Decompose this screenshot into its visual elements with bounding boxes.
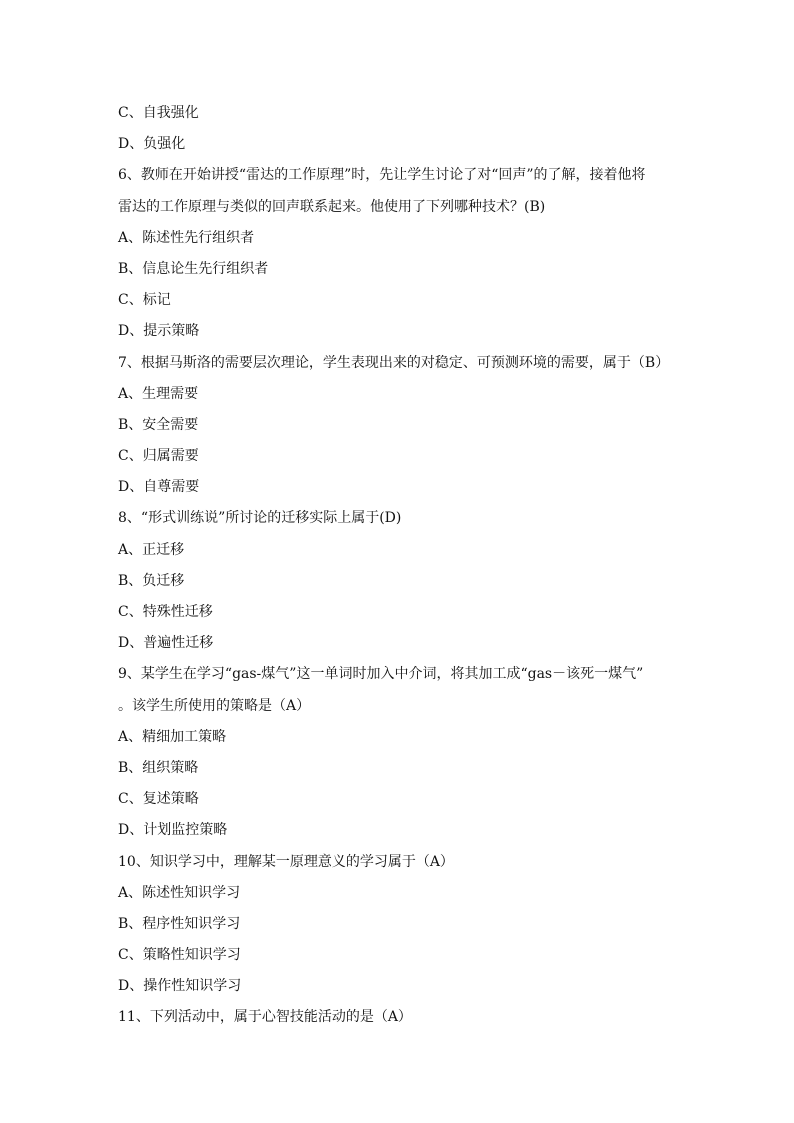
- option-d: D、自尊需要: [118, 479, 200, 496]
- question-11-stem: 11、下列活动中，属于心智技能活动的是（A）: [118, 1009, 412, 1026]
- option-a: A、精细加工策略: [118, 728, 227, 745]
- option-b: B、程序性知识学习: [118, 915, 241, 932]
- option-b: B、信息论生先行组织者: [118, 260, 269, 277]
- question-10-stem: 10、知识学习中，理解某一原理意义的学习属于（A）: [118, 853, 454, 870]
- option-c: C、标记: [118, 292, 171, 309]
- option-c: C、策略性知识学习: [118, 947, 241, 964]
- question-7-stem: 7、根据马斯洛的需要层次理论，学生表现出来的对稳定、可预测环境的需要，属于（B）: [118, 354, 670, 371]
- option-c: C、特殊性迁移: [118, 604, 213, 620]
- option-c: C、自我强化: [118, 105, 199, 121]
- option-d: D、负强化: [118, 136, 186, 153]
- question-8-stem: 8、“形式训练说”所讨论的迁移实际上属于(D): [118, 510, 402, 527]
- option-d: D、提示策略: [118, 323, 200, 340]
- question-9-stem-continued: 。该学生所使用的策略是（A）: [118, 697, 311, 714]
- question-9-stem: 9、某学生在学习“gas-煤气”这一单词时加入中介词，将其加工成“gas－该死一煤气”: [118, 666, 644, 683]
- option-a: A、生理需要: [118, 385, 199, 402]
- option-b: B、负迁移: [118, 572, 185, 589]
- option-b: B、组织策略: [118, 759, 199, 776]
- option-d: D、操作性知识学习: [118, 978, 242, 995]
- question-6-stem: 6、教师在开始讲授“雷达的工作原理”时，先让学生讨论了对“回声”的了解，接着他将: [118, 167, 646, 184]
- option-a: A、陈述性先行组织者: [118, 229, 255, 246]
- option-d: D、普遍性迁移: [118, 635, 214, 652]
- option-c: C、复述策略: [118, 791, 199, 808]
- option-d: D、计划监控策略: [118, 822, 228, 839]
- option-b: B、安全需要: [118, 416, 199, 433]
- option-a: A、正迁移: [118, 541, 185, 558]
- question-6-stem-continued: 雷达的工作原理与类似的回声联系起来。他使用了下列哪种技术？(B): [118, 198, 546, 215]
- question-text-block: [118, 102, 688, 1038]
- option-a: A、陈述性知识学习: [118, 884, 241, 901]
- option-c: C、归属需要: [118, 448, 199, 465]
